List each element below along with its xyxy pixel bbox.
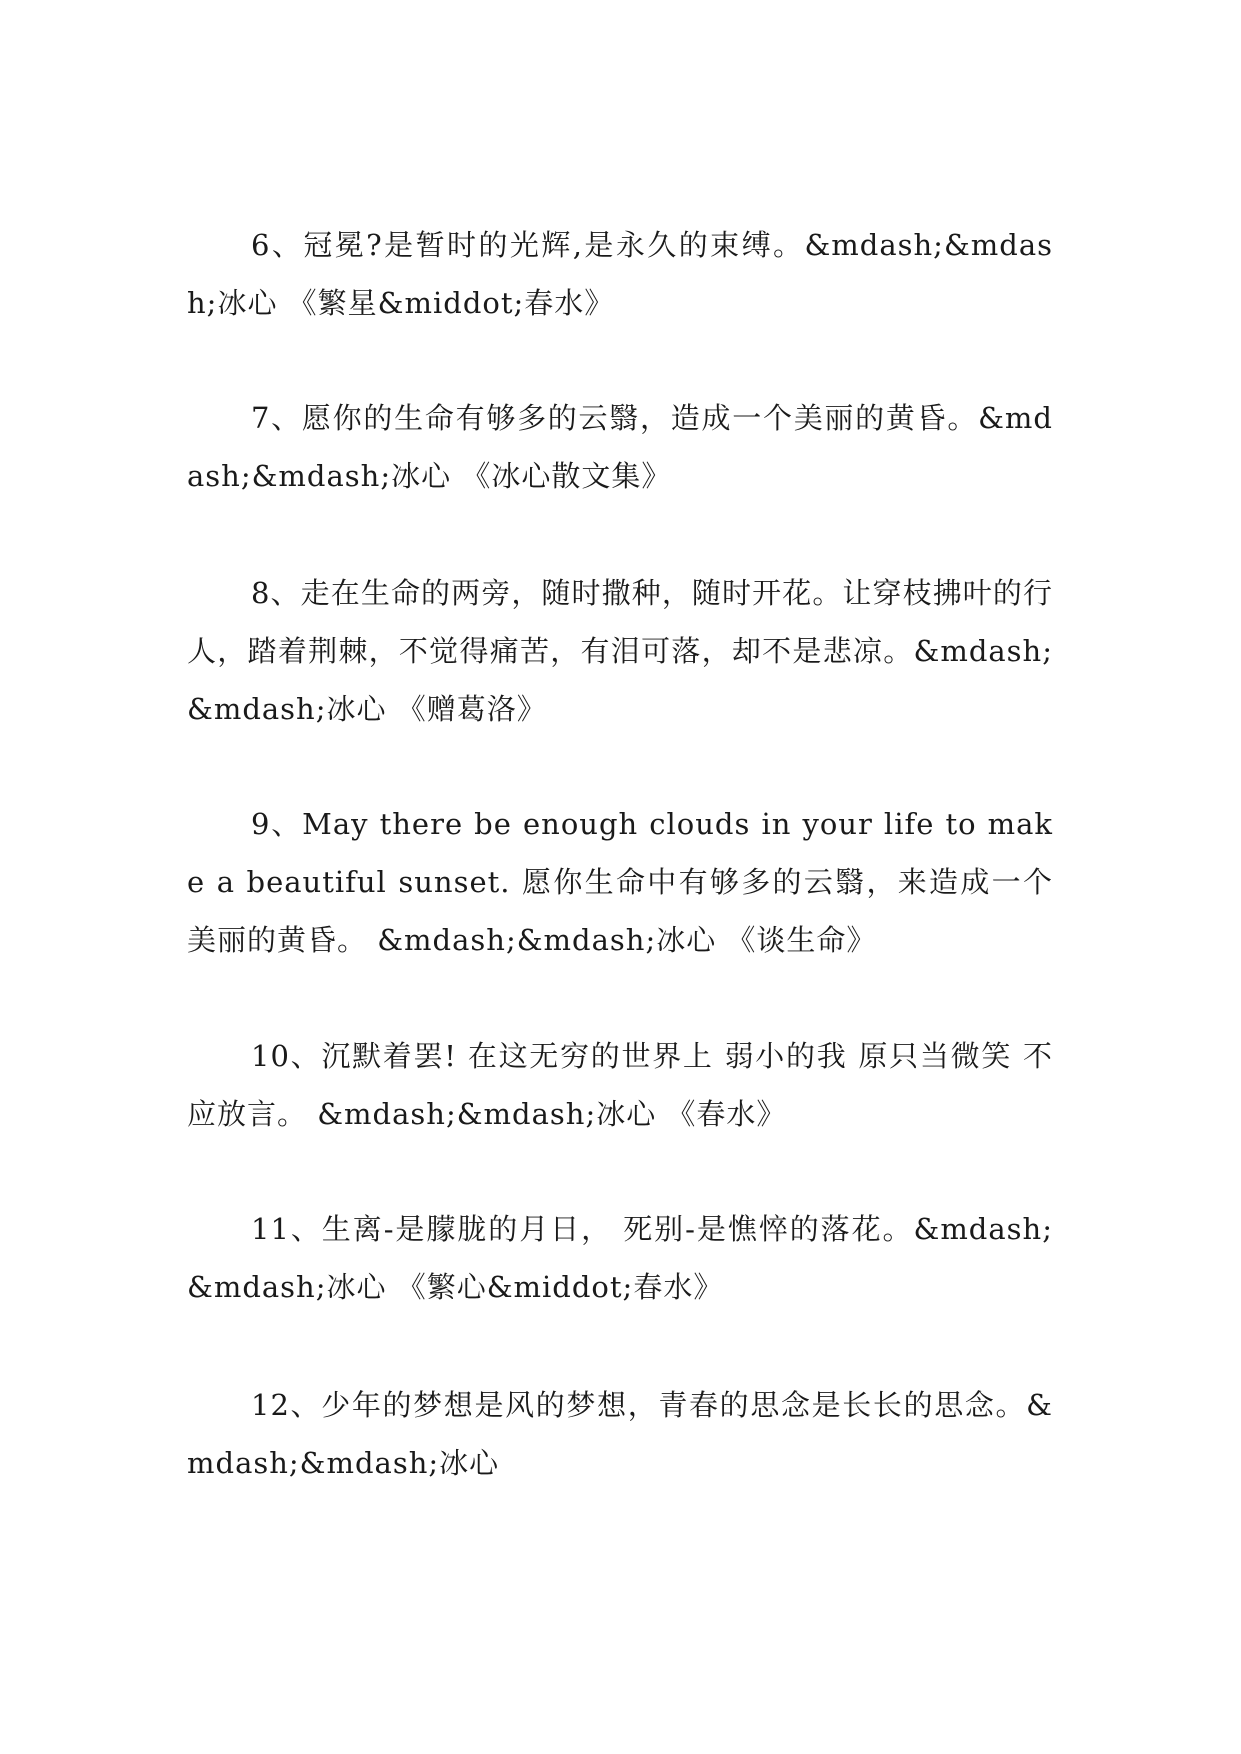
quote-paragraph: 10、沉默着罢! 在这无穷的世界上 弱小的我 原只当微笑 不应放言。 &mdash;&mdash;冰心 《春水》 — [187, 1039, 1053, 1131]
quote-paragraph: 7、愿你的生命有够多的云翳，造成一个美丽的黄昏。&mdash;&mdash;冰心 《冰心散文集》 — [187, 401, 1053, 493]
quote-paragraph: 11、生离-是朦胧的月日， 死别-是憔悴的落花。&mdash;&mdash;冰心 《繁心&middot;春水》 — [187, 1212, 1053, 1304]
quote-paragraph: 8、走在生命的两旁，随时撒种，随时开花。让穿枝拂叶的行人，踏着荆棘，不觉得痛苦，有泪可落，却不是悲凉。&mdash;&mdash;冰心 《赠葛洛》 — [187, 576, 1053, 726]
quote-paragraph: 6、冠冕?是暂时的光辉,是永久的束缚。&mdash;&mdash;冰心 《繁星&middot;春水》 — [187, 228, 1053, 320]
quote-paragraph: 12、少年的梦想是风的梦想，青春的思念是长长的思念。&mdash;&mdash;冰心 — [187, 1388, 1053, 1480]
quote-paragraph: 9、May there be enough clouds in your life to make a beautiful sunset. 愿你生命中有够多的云翳，来造成一个美丽的黄昏。 &mdash;&mdash;冰心 《谈生命》 — [187, 807, 1053, 957]
